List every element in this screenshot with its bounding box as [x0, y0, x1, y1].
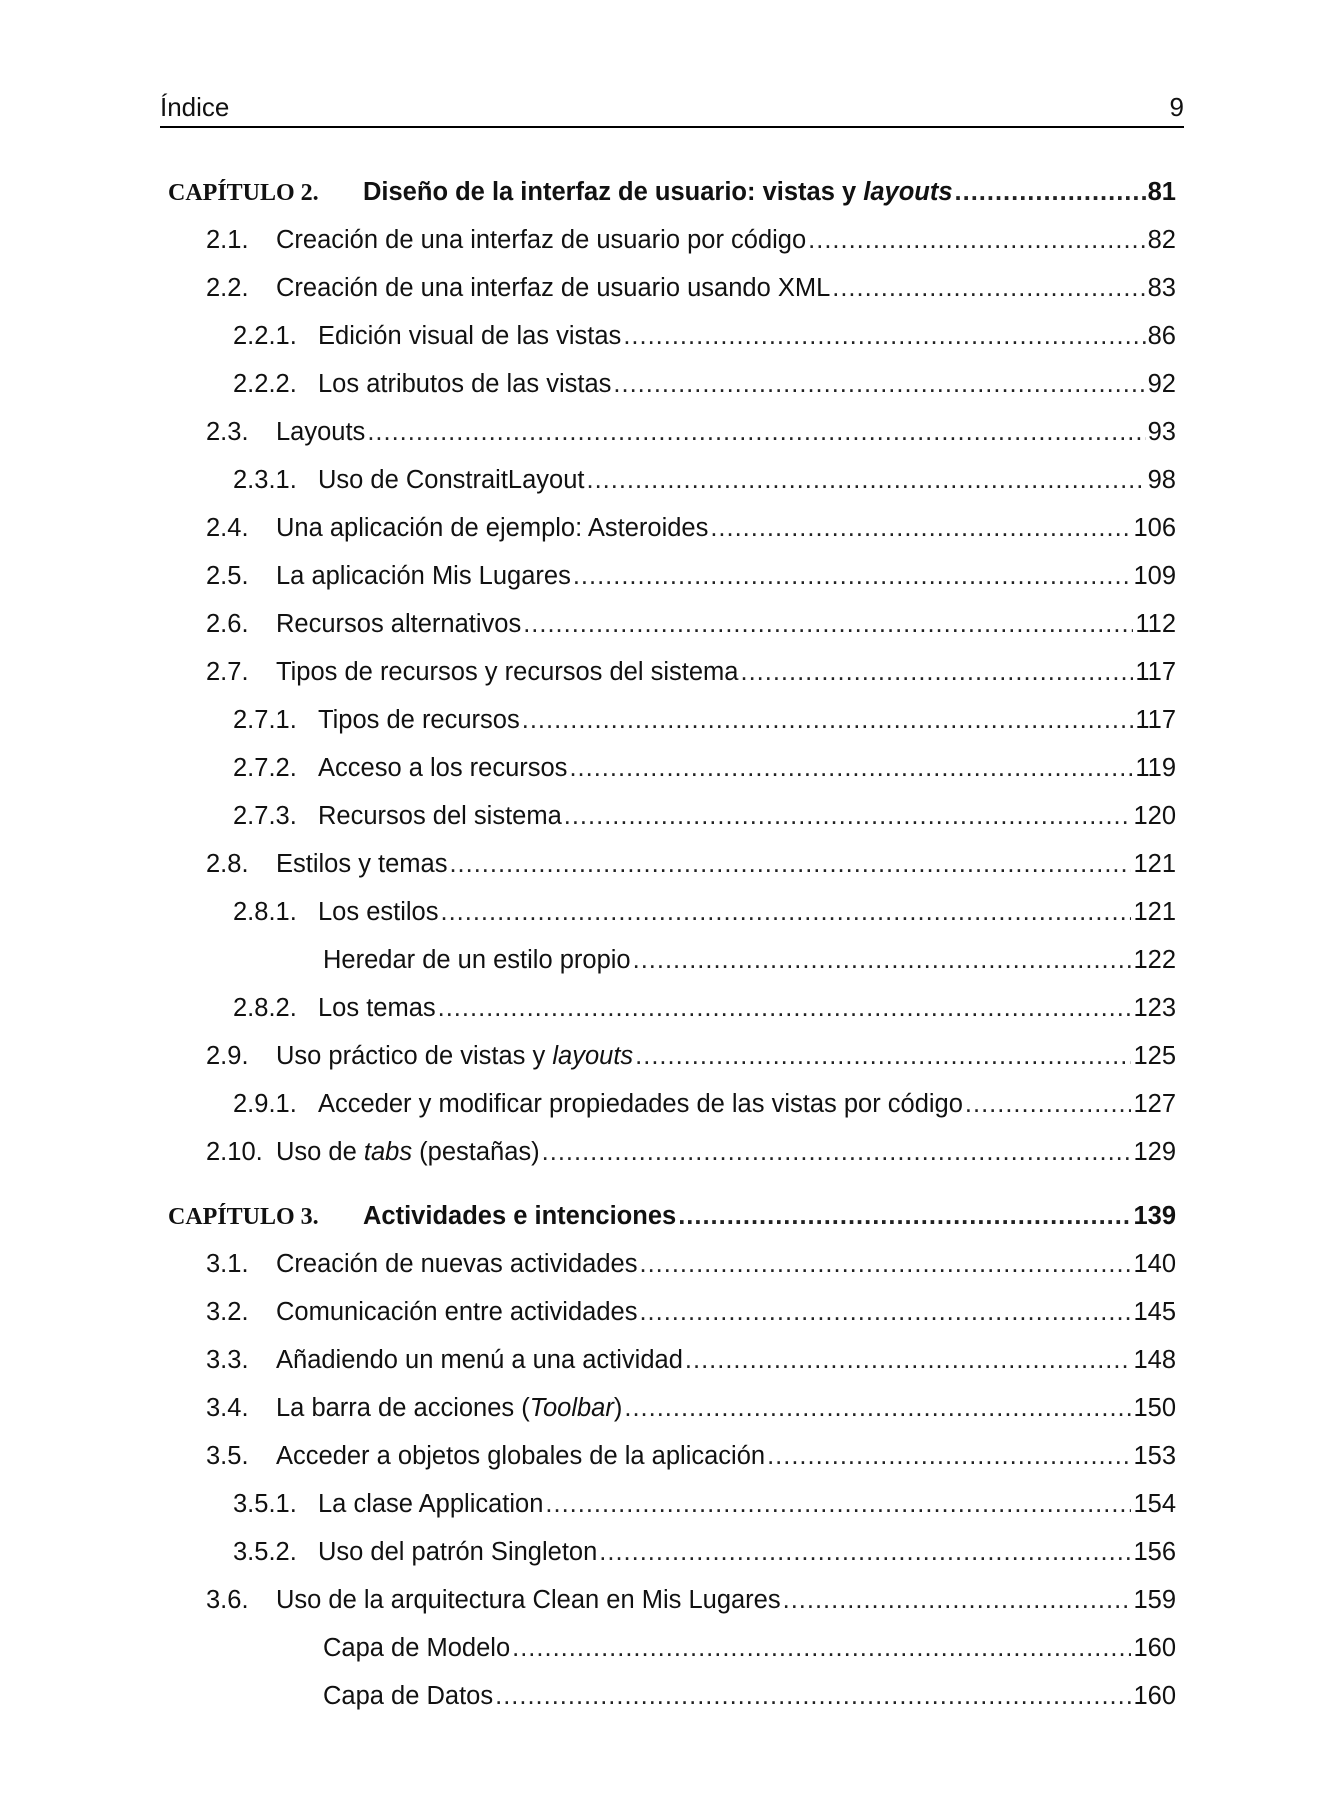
section-number: 3.6. — [206, 1586, 249, 1614]
entry-title-text: Una aplicación de ejemplo: Asteroides — [276, 514, 709, 542]
entry-page-number: 112 — [1135, 610, 1176, 638]
entry-title-text: Creación de una interfaz de usuario por código — [276, 226, 807, 254]
entry-title — [318, 888, 438, 936]
entry-title — [276, 600, 521, 648]
entry-page-number: 92 — [1147, 370, 1176, 398]
entry-page-number: 117 — [1135, 658, 1176, 686]
entry-title-text: Acceder y modificar propiedades de las vistas por código — [318, 1090, 963, 1118]
toc-section-entry[interactable] — [168, 984, 1176, 1032]
section-number: 2.3.1. — [233, 466, 297, 494]
page-header — [160, 84, 1184, 128]
toc-section-entry[interactable] — [168, 1480, 1176, 1528]
toc-section-entry[interactable] — [168, 552, 1176, 600]
toc-section-entry[interactable] — [168, 504, 1176, 552]
dot-leader — [523, 600, 1133, 648]
dot-leader — [564, 792, 1132, 840]
toc-section-entry[interactable] — [168, 696, 1176, 744]
dot-leader — [639, 1288, 1131, 1336]
toc-section-entry[interactable] — [168, 1080, 1176, 1128]
entry-title — [276, 216, 806, 264]
section-number: 2.3. — [206, 418, 249, 446]
table-of-contents — [168, 168, 1176, 1720]
entry-page-number: 123 — [1133, 994, 1176, 1022]
entry-title-text: Uso de ConstraitLayout — [318, 466, 585, 494]
dot-leader — [440, 888, 1131, 936]
entry-page-number: 121 — [1133, 850, 1176, 878]
entry-title — [276, 1240, 637, 1288]
toc-section-entry[interactable] — [168, 1624, 1176, 1672]
entry-page-number: 81 — [1147, 178, 1176, 206]
entry-title-italic: layouts — [552, 1042, 634, 1070]
toc-section-entry[interactable] — [168, 1576, 1176, 1624]
entry-title-text: Acceder a objetos globales de la aplicación — [276, 1442, 766, 1470]
entry-title-text: Recursos del sistema — [318, 802, 562, 830]
entry-page-number: 93 — [1147, 418, 1176, 446]
entry-title-text: Acceso a los recursos — [318, 754, 568, 782]
dot-leader — [522, 696, 1134, 744]
section-number: 2.10. — [206, 1138, 263, 1166]
section-number: 3.2. — [206, 1298, 249, 1326]
section-number: 3.5.1. — [233, 1490, 297, 1518]
entry-title — [318, 1480, 543, 1528]
dot-leader — [808, 216, 1145, 264]
entry-page-number: 83 — [1147, 274, 1176, 302]
entry-title — [318, 456, 584, 504]
toc-section-entry[interactable] — [168, 264, 1176, 312]
section-number: 2.6. — [206, 610, 249, 638]
entry-page-number: 153 — [1133, 1442, 1176, 1470]
dot-leader — [639, 1240, 1131, 1288]
toc-chapter-entry[interactable] — [168, 168, 1176, 216]
toc-section-entry[interactable] — [168, 1672, 1176, 1720]
section-number: 2.5. — [206, 562, 249, 590]
section-number: 3.3. — [206, 1346, 249, 1374]
dot-leader — [495, 1672, 1131, 1720]
entry-page-number: 156 — [1133, 1538, 1176, 1566]
toc-section-entry[interactable] — [168, 1128, 1176, 1176]
section-number: 2.8.2. — [233, 994, 297, 1022]
section-number: 3.5. — [206, 1442, 249, 1470]
entry-title — [323, 1672, 493, 1720]
entry-title-text: Uso de la arquitectura Clean en Mis Lugares — [276, 1586, 781, 1614]
entry-title-text: Layouts — [276, 418, 366, 446]
entry-title — [276, 1336, 683, 1384]
section-number: 2.2.1. — [233, 322, 297, 350]
entry-title-text: Los temas — [318, 994, 436, 1022]
entry-title-text: La clase Application — [318, 1490, 544, 1518]
entry-title — [276, 408, 365, 456]
entry-title — [276, 840, 447, 888]
dot-leader — [542, 1128, 1132, 1176]
entry-page-number: 160 — [1133, 1682, 1176, 1710]
dot-leader — [573, 552, 1132, 600]
section-number: 2.8. — [206, 850, 249, 878]
entry-page-number: 160 — [1133, 1634, 1176, 1662]
toc-section-entry[interactable] — [168, 456, 1176, 504]
toc-section-entry[interactable] — [168, 360, 1176, 408]
entry-title-italic: layouts — [863, 178, 953, 206]
entry-page-number: 127 — [1133, 1090, 1176, 1118]
toc-section-entry[interactable] — [168, 648, 1176, 696]
entry-title-text: Añadiendo un menú a una actividad — [276, 1346, 683, 1374]
entry-title — [276, 1288, 637, 1336]
entry-title-text: Tipos de recursos — [318, 706, 520, 734]
entry-title-text: Comunicación entre actividades — [276, 1298, 638, 1326]
entry-page-number: 117 — [1135, 706, 1176, 734]
dot-leader — [767, 1432, 1131, 1480]
dot-leader — [624, 1384, 1131, 1432]
toc-section-entry[interactable] — [168, 840, 1176, 888]
toc-section-entry[interactable] — [168, 600, 1176, 648]
section-number: 2.9. — [206, 1042, 249, 1070]
dot-leader — [586, 456, 1145, 504]
entry-title — [276, 264, 830, 312]
section-number: 2.7.2. — [233, 754, 297, 782]
entry-title-text: Creación de nuevas actividades — [276, 1250, 638, 1278]
toc-section-entry[interactable] — [168, 936, 1176, 984]
entry-page-number: 125 — [1133, 1042, 1176, 1070]
entry-page-number: 129 — [1133, 1138, 1176, 1166]
dot-leader — [438, 984, 1132, 1032]
toc-section-entry[interactable] — [168, 1432, 1176, 1480]
entry-title — [318, 1528, 597, 1576]
toc-section-entry[interactable] — [168, 312, 1176, 360]
dot-leader — [783, 1576, 1132, 1624]
toc-section-entry[interactable] — [168, 888, 1176, 936]
dot-leader — [512, 1624, 1131, 1672]
entry-title — [276, 1384, 622, 1432]
section-number: 2.7.3. — [233, 802, 297, 830]
entry-title-italic: Toolbar — [529, 1394, 614, 1422]
entry-title — [318, 744, 567, 792]
entry-title — [276, 504, 708, 552]
entry-page-number: 145 — [1133, 1298, 1176, 1326]
entry-title-text: Tipos de recursos y recursos del sistema — [276, 658, 739, 686]
entry-page-number: 159 — [1133, 1586, 1176, 1614]
entry-title-text: La barra de acciones ( — [276, 1394, 530, 1422]
dot-leader — [367, 408, 1145, 456]
toc-section-entry[interactable] — [168, 1240, 1176, 1288]
entry-title — [363, 168, 953, 216]
entry-title-text: Estilos y temas — [276, 850, 448, 878]
entry-title — [323, 936, 631, 984]
entry-title-text: Actividades e intenciones — [363, 1202, 677, 1230]
entry-page-number: 148 — [1133, 1346, 1176, 1374]
toc-section-entry[interactable] — [168, 1528, 1176, 1576]
entry-page-number: 122 — [1133, 946, 1176, 974]
section-number: 2.9.1. — [233, 1090, 297, 1118]
dot-leader — [685, 1336, 1132, 1384]
section-number: 2.1. — [206, 226, 249, 254]
entry-title-text: La aplicación Mis Lugares — [276, 562, 571, 590]
running-header-title: Índice — [160, 92, 230, 122]
toc-section-entry[interactable] — [168, 792, 1176, 840]
section-number: 2.7.1. — [233, 706, 297, 734]
chapter-label: CAPÍTULO 2. — [168, 180, 319, 206]
toc-section-entry[interactable] — [168, 1384, 1176, 1432]
toc-section-entry[interactable] — [168, 744, 1176, 792]
entry-title — [363, 1192, 676, 1240]
entry-page-number: 150 — [1133, 1394, 1176, 1422]
dot-leader — [599, 1528, 1131, 1576]
entry-page-number: 86 — [1147, 322, 1176, 350]
entry-title — [318, 984, 436, 1032]
entry-title-text: Uso del patrón Singleton — [318, 1538, 598, 1566]
entry-title — [318, 360, 611, 408]
dot-leader — [710, 504, 1131, 552]
page-number: 9 — [1169, 92, 1184, 122]
entry-title — [276, 1576, 781, 1624]
entry-page-number: 154 — [1133, 1490, 1176, 1518]
entry-title-suffix: (pestañas) — [412, 1138, 540, 1166]
entry-title-text: Diseño de la interfaz de usuario: vistas y — [363, 178, 864, 206]
toc-section-entry[interactable] — [168, 1336, 1176, 1384]
toc-section-entry[interactable] — [168, 1032, 1176, 1080]
entry-title — [276, 648, 738, 696]
entry-page-number: 106 — [1133, 514, 1176, 542]
entry-title — [276, 1432, 765, 1480]
section-number: 2.4. — [206, 514, 249, 542]
entry-title-text: Heredar de un estilo propio — [323, 946, 631, 974]
dot-leader — [545, 1480, 1131, 1528]
dot-leader — [740, 648, 1133, 696]
section-number: 3.5.2. — [233, 1538, 297, 1566]
entry-title — [318, 312, 621, 360]
entry-title-text: Uso práctico de vistas y — [276, 1042, 553, 1070]
entry-page-number: 119 — [1135, 754, 1176, 782]
dot-leader — [613, 360, 1145, 408]
section-number: 3.4. — [206, 1394, 249, 1422]
entry-page-number: 109 — [1133, 562, 1176, 590]
entry-title — [318, 792, 562, 840]
toc-chapter-entry[interactable] — [168, 1192, 1176, 1240]
entry-title-text: Recursos alternativos — [276, 610, 522, 638]
entry-title-italic: tabs — [363, 1138, 413, 1166]
dot-leader — [569, 744, 1133, 792]
dot-leader — [449, 840, 1131, 888]
section-number: 2.2.2. — [233, 370, 297, 398]
dot-leader — [623, 312, 1145, 360]
toc-section-entry[interactable] — [168, 216, 1176, 264]
entry-title-text: Los estilos — [318, 898, 439, 926]
entry-title — [276, 552, 571, 600]
entry-title-text: Uso de — [276, 1138, 364, 1166]
entry-title-text: Creación de una interfaz de usuario usando XML — [276, 274, 831, 302]
entry-title-text: Los atributos de las vistas — [318, 370, 612, 398]
entry-page-number: 120 — [1133, 802, 1176, 830]
section-number: 2.7. — [206, 658, 249, 686]
entry-title — [318, 1080, 963, 1128]
dot-leader — [633, 936, 1132, 984]
section-number: 3.1. — [206, 1250, 249, 1278]
entry-title-text: Edición visual de las vistas — [318, 322, 622, 350]
entry-title — [318, 696, 520, 744]
dot-leader — [678, 1192, 1131, 1240]
toc-section-entry[interactable] — [168, 408, 1176, 456]
dot-leader — [635, 1032, 1131, 1080]
entry-title-text: Capa de Modelo — [323, 1634, 511, 1662]
entry-page-number: 98 — [1147, 466, 1176, 494]
entry-title-suffix: ) — [613, 1394, 623, 1422]
entry-page-number: 121 — [1133, 898, 1176, 926]
section-number: 2.8.1. — [233, 898, 297, 926]
dot-leader — [955, 168, 1146, 216]
entry-title — [323, 1624, 510, 1672]
entry-page-number: 139 — [1133, 1202, 1176, 1230]
entry-page-number: 140 — [1133, 1250, 1176, 1278]
dot-leader — [965, 1080, 1132, 1128]
entry-title — [276, 1032, 633, 1080]
entry-page-number: 82 — [1147, 226, 1176, 254]
chapter-label: CAPÍTULO 3. — [168, 1204, 319, 1230]
entry-title — [276, 1128, 540, 1176]
dot-leader — [832, 264, 1145, 312]
entry-title-text: Capa de Datos — [323, 1682, 494, 1710]
toc-section-entry[interactable] — [168, 1288, 1176, 1336]
section-number: 2.2. — [206, 274, 249, 302]
